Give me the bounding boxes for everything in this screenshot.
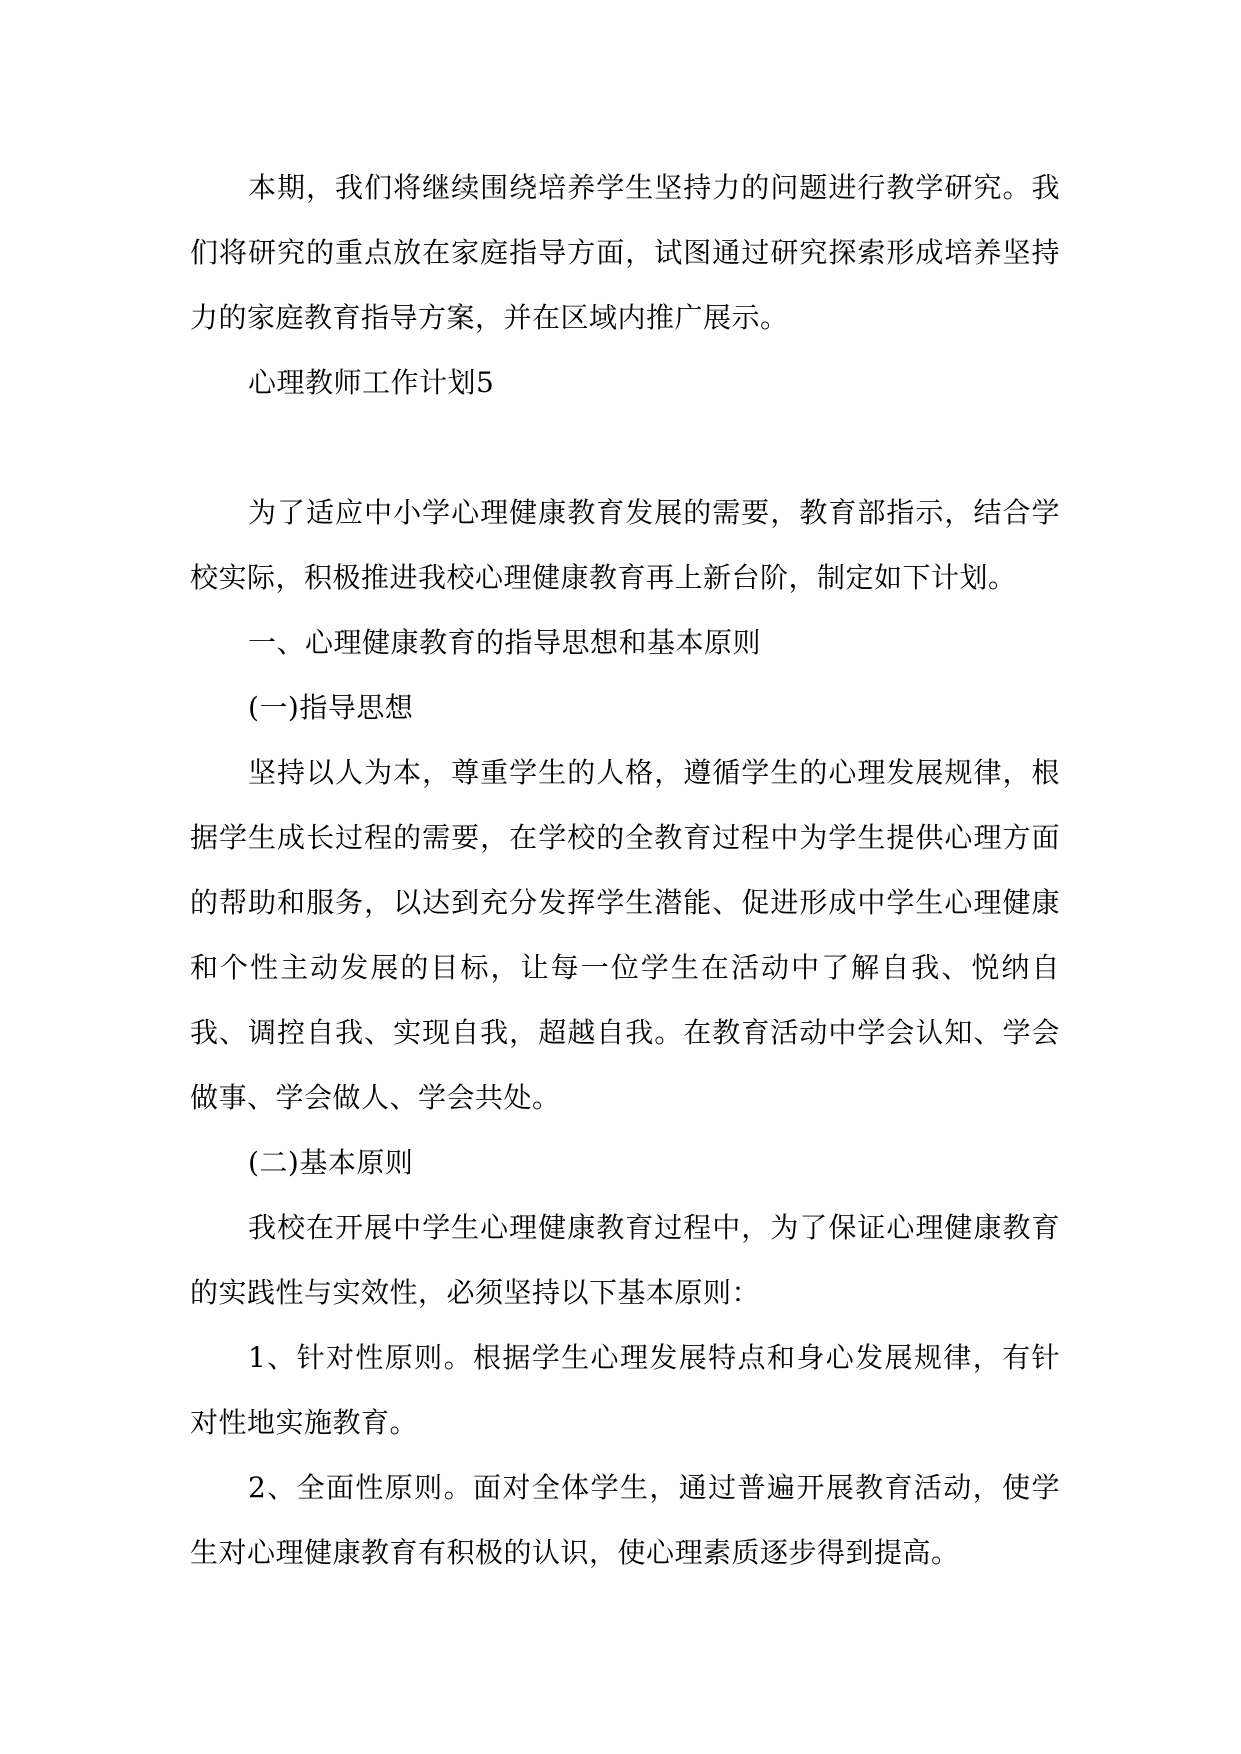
document-body [190, 155, 1060, 1585]
paragraph-research-plan: 本期，我们将继续围绕培养学生坚持力的问题进行教学研究。我们将研究的重点放在家庭指导方面，试图通过研究探索形成培养坚持力的家庭教育指导方案，并在区域内推广展示。 [190, 171, 1060, 334]
section-title-plan-5: 心理教师工作计划5 [248, 366, 495, 399]
subheading-basic-principles: (二)基本原则 [248, 1146, 414, 1179]
heading-guiding-principles: 一、心理健康教育的指导思想和基本原则 [248, 626, 762, 659]
paragraph-principle-comprehensive: 2、全面性原则。面对全体学生，通过普遍开展教育活动，使学生对心理健康教育有积极的认识，使心理素质逐步得到提高。 [190, 1471, 1060, 1569]
subheading-guiding-ideology: (一)指导思想 [248, 691, 414, 724]
paragraph-guiding-ideology: 坚持以人为本，尊重学生的人格，遵循学生的心理发展规律，根据学生成长过程的需要，在学校的全教育过程中为学生提供心理方面的帮助和服务，以达到充分发挥学生潜能、促进形成中学生心理健康和个性主动发展的目标，让每一位学生在活动中了解自我、悦纳自我、调控自我、实现自我，超越自我。在教育活动中学会认知、学会做事、学会做人、学会共处。 [190, 756, 1060, 1114]
paragraph-introduction: 为了适应中小学心理健康教育发展的需要，教育部指示，结合学校实际，积极推进我校心理健康教育再上新台阶，制定如下计划。 [190, 496, 1060, 594]
paragraph-basic-principles-intro: 我校在开展中学生心理健康教育过程中，为了保证心理健康教育的实践性与实效性，必须坚持以下基本原则： [190, 1211, 1060, 1309]
paragraph-principle-targeted: 1、针对性原则。根据学生心理发展特点和身心发展规律，有针对性地实施教育。 [190, 1341, 1060, 1439]
